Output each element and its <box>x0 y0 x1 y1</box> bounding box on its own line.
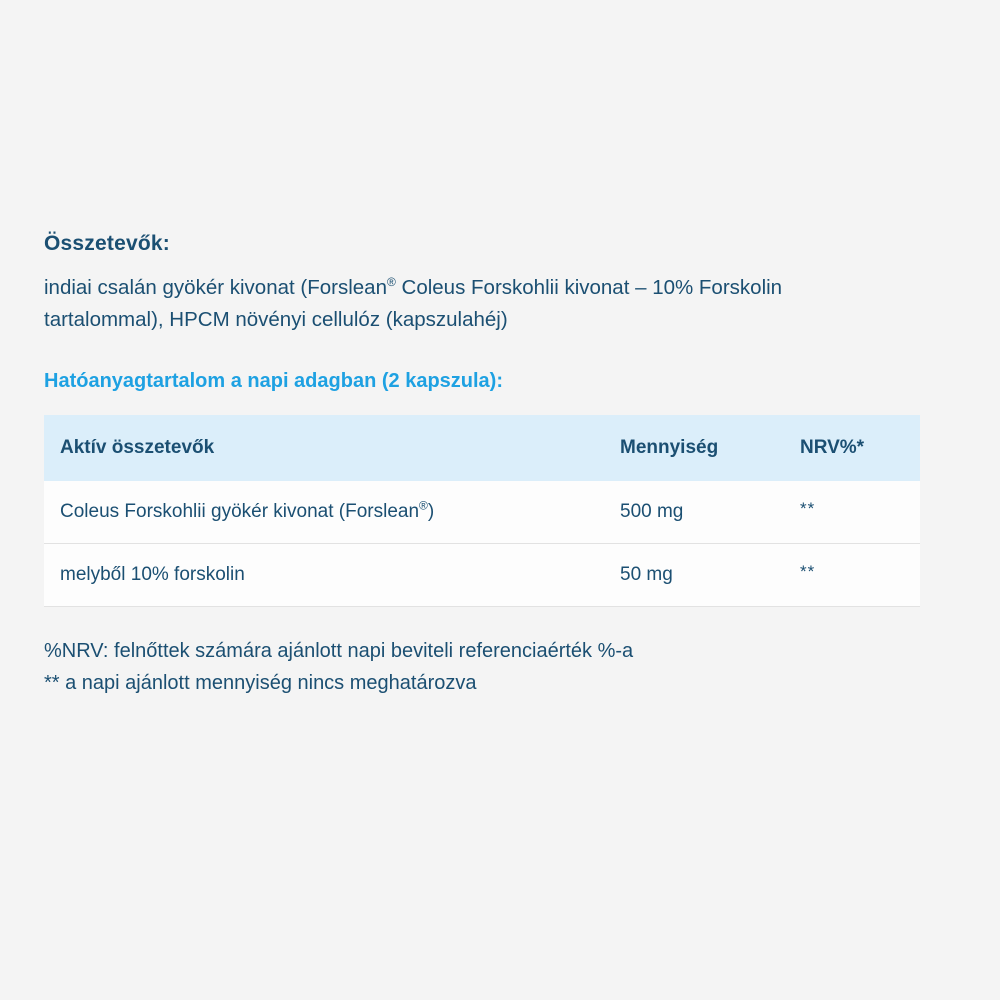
table-cell-amount: 500 mg <box>620 481 800 544</box>
nrv-footnote-mark: ** <box>800 561 816 581</box>
table-cell-nrv <box>800 543 920 606</box>
ingredients-text-part2: Coleus Forskohlii kivonat – 10% Forskolin tartalommal), HPCM növényi cellulóz (kapszulahéj) <box>44 276 783 331</box>
ingredients-paragraph <box>44 272 889 336</box>
footnote-nrv: %NRV: felnőttek számára ajánlott napi beviteli referenciaérték %-a <box>44 639 634 662</box>
table-cell-name <box>44 481 620 544</box>
nrv-footnote-mark: ** <box>800 498 816 518</box>
registered-trademark-symbol: ® <box>386 275 396 290</box>
ingredients-heading: Összetevők: <box>44 232 170 255</box>
table-cell-name <box>44 543 620 606</box>
table-head <box>44 415 920 481</box>
nutrition-panel <box>44 232 956 699</box>
table-cell-name-text: melyből 10% forskolin <box>60 563 245 585</box>
table-header-row <box>44 415 920 481</box>
table-cell-name-suffix: ) <box>427 500 435 522</box>
footnote-asterisk: ** a napi ajánlott mennyiség nincs meghatározva <box>44 671 477 694</box>
table-body <box>44 481 920 607</box>
table-cell-amount: 50 mg <box>620 543 800 606</box>
registered-trademark-symbol: ® <box>419 498 428 513</box>
active-ingredients-heading: Hatóanyagtartalom a napi adagban (2 kapszula): <box>44 369 503 392</box>
table-cell-name-text: Coleus Forskohlii gyökér kivonat (Forslean <box>60 500 420 522</box>
ingredients-text-part1: indiai csalán gyökér kivonat (Forslean <box>44 276 387 299</box>
table-row <box>44 543 920 606</box>
table-row <box>44 481 920 544</box>
table-header-amount: Mennyiség <box>620 415 800 481</box>
table-cell-nrv <box>800 481 920 544</box>
table-header-nrv: NRV%* <box>800 415 920 481</box>
table-header-name: Aktív összetevők <box>44 415 620 481</box>
footnotes <box>44 635 956 699</box>
nutrition-table <box>44 415 920 607</box>
